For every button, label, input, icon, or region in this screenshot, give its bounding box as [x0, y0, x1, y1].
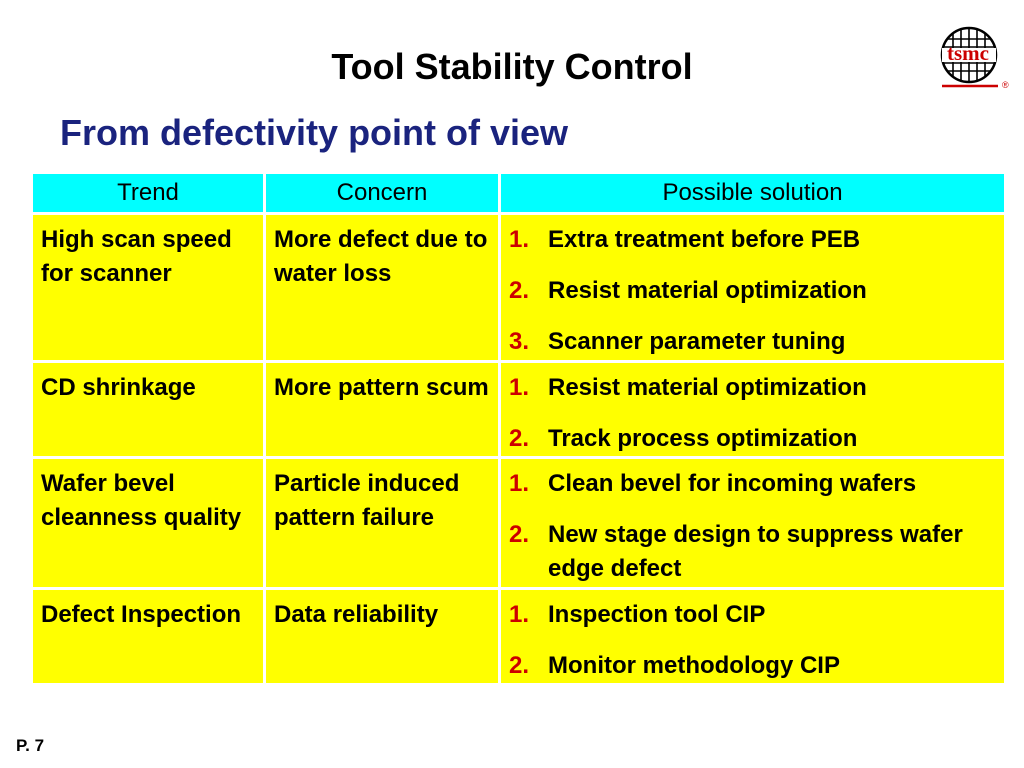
table-row	[33, 590, 1004, 683]
list-number: 2.	[509, 651, 530, 679]
solution-list	[509, 371, 996, 456]
list-number: 2.	[509, 277, 530, 304]
solution-list	[509, 467, 996, 586]
list-text: Clean bevel for incoming wafers	[548, 470, 917, 498]
list-number: 1.	[509, 373, 530, 401]
list-number: 1.	[509, 226, 530, 253]
list-item	[509, 371, 996, 405]
list-item	[509, 598, 996, 632]
list-item	[509, 274, 996, 308]
concern-cell: More defect due to water loss	[266, 215, 498, 360]
solution-cell	[501, 215, 1004, 360]
list-number: 2.	[509, 521, 530, 549]
trend-cell: Wafer bevel cleanness quality	[33, 459, 263, 587]
trend-cell: High scan speed for scanner	[33, 215, 263, 360]
table-row	[33, 459, 1004, 587]
slide-title: Tool Stability Control	[331, 46, 693, 87]
list-text: Monitor methodology CIP	[548, 651, 840, 679]
header-concern: Concern	[266, 174, 498, 212]
registered-mark: ®	[1002, 80, 1009, 90]
list-item	[509, 467, 996, 501]
list-item	[509, 223, 996, 257]
page-number: P. 7	[16, 736, 45, 755]
list-text: Inspection tool CIP	[548, 600, 766, 628]
list-text: Scanner parameter tuning	[548, 328, 846, 355]
header-possible-solution: Possible solution	[501, 174, 1004, 212]
list-text: Track process optimization	[548, 424, 858, 452]
solution-cell	[501, 459, 1004, 587]
list-item	[509, 422, 996, 456]
solution-cell	[501, 363, 1004, 456]
list-text: Resist material optimization	[548, 373, 867, 401]
table-row	[33, 215, 1004, 360]
solutions-table	[30, 171, 1007, 686]
trend-cell: CD shrinkage	[33, 363, 263, 456]
list-text: Resist material optimization	[548, 277, 867, 304]
logo-wordmark: tsmc	[947, 41, 989, 65]
concern-cell: Particle induced pattern failure	[266, 459, 498, 587]
concern-cell: More pattern scum	[266, 363, 498, 456]
list-text: New stage design to suppress wafer edge defect	[548, 521, 963, 583]
solution-cell	[501, 590, 1004, 683]
list-item	[509, 325, 996, 359]
list-item	[509, 649, 996, 683]
list-number: 1.	[509, 600, 530, 628]
header-trend: Trend	[33, 174, 263, 212]
table-row	[33, 363, 1004, 456]
list-item	[509, 518, 996, 586]
tsmc-logo	[922, 18, 1014, 94]
concern-cell: Data reliability	[266, 590, 498, 683]
solution-list	[509, 598, 996, 683]
list-text: Extra treatment before PEB	[548, 226, 861, 253]
list-number: 2.	[509, 424, 530, 452]
trend-cell: Defect Inspection	[33, 590, 263, 683]
slide-subtitle: From defectivity point of view	[60, 112, 569, 153]
list-number: 1.	[509, 470, 530, 498]
solution-list	[509, 223, 996, 359]
list-number: 3.	[509, 328, 530, 355]
table-header-row	[33, 174, 1004, 212]
